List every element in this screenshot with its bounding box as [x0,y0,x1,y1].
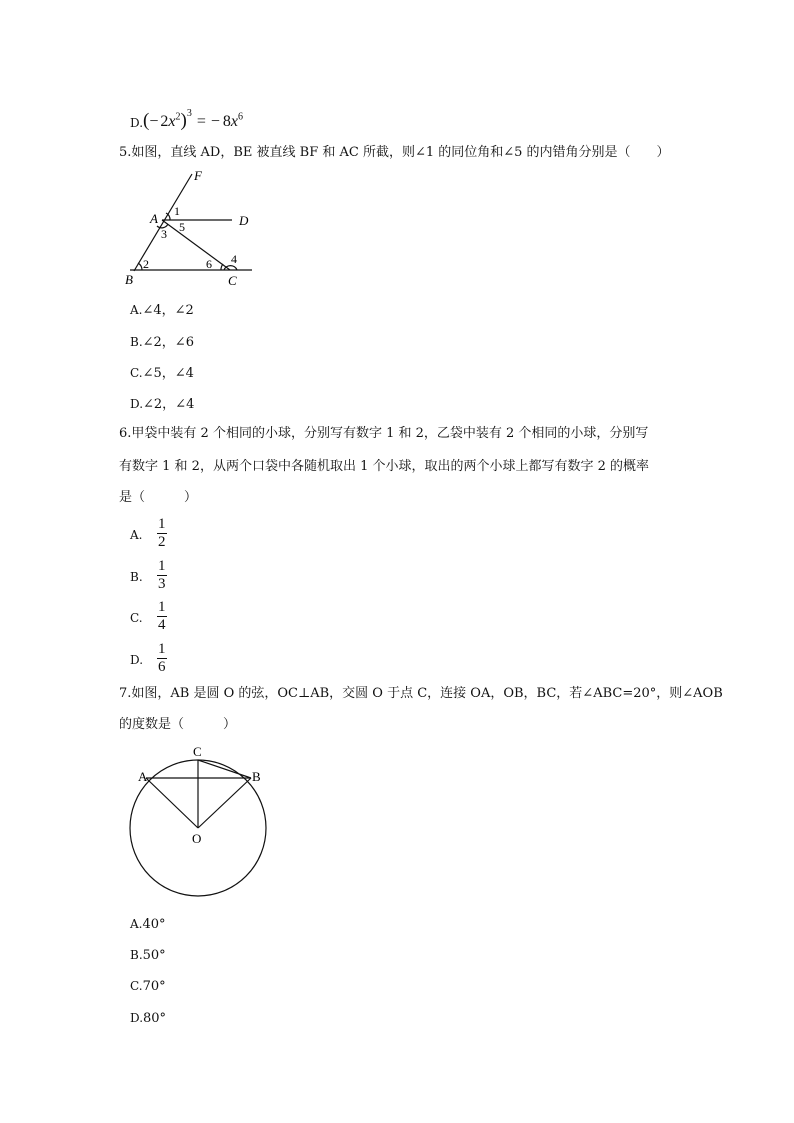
q4-option-d-expression: (− $2x^2)^3$ = − $8x^6$ [143,108,243,132]
q7-label-a: A [138,769,148,784]
q6-option-a-label: A. [130,528,143,542]
q5-stem: 5.如图，直线 AD，BE 被直线 BF 和 AC 所截，则∠1 的同位角和∠5 的内错角分别是（ ） [119,145,670,160]
q5-figure [120,168,270,288]
q6-option-d-label: D. [130,653,144,667]
q5-option-b: B.∠2，∠6 [130,335,194,350]
q5-option-d: D.∠2，∠4 [130,397,195,412]
q4-option-d [130,110,243,130]
q6-stem-line2: 有数字 1 和 2，从两个口袋中各随机取出 1 个小球，取出的两个小球上都写有数字 2 的概率 [119,459,650,474]
q7-figure [125,740,285,900]
q6-option-d-fraction: $\frac{1}{6}$ [158,641,166,675]
q5-angle-1: 1 [174,204,180,218]
q5-angle-3: 3 [161,227,167,241]
q5-angle-2: 2 [143,257,149,271]
q5-label-c: C [228,273,237,288]
q7-option-d: D.80° [130,1011,167,1026]
q4-option-d-label: D. [130,116,144,131]
q6-stem-line1: 6.甲袋中装有 2 个相同的小球，分别写有数字 1 和 2，乙袋中装有 2 个相同的小球，分别写 [119,426,649,441]
q5-label-a: A [150,211,158,226]
q7-stem-line1: 7.如图，AB 是圆 O 的弦，OC⊥AB，交圆 O 于点 C，连接 OA，OB，BC，若∠ABC=20°，则∠AOB [119,686,723,701]
q5-angle-6: 6 [206,257,212,271]
q5-option-a: A.∠4，∠2 [130,303,194,318]
q5-option-c: C.∠5，∠4 [130,366,194,381]
q6-option-a-fraction: $\frac{1}{2}$ [158,516,166,550]
q7-label-c: C [193,744,202,759]
q7-option-b: B.50° [130,948,166,963]
q6-option-c-label: C. [130,611,143,625]
q7-label-b: B [252,769,261,784]
q6-option-b-label: B. [130,570,143,584]
q5-label-b: B [125,272,133,287]
q5-label-f: F [194,168,202,183]
q7-stem-line2: 的度数是（ ） [119,717,237,732]
q5-angle-4: 4 [231,252,237,266]
q5-label-d: D [239,213,249,228]
q6-option-b-fraction: $\frac{1}{3}$ [158,558,166,592]
q6-option-c-fraction: $\frac{1}{4}$ [158,599,166,633]
q6-stem-line3: 是（ ） [119,490,198,505]
q7-option-a: A.40° [130,917,166,932]
q7-option-c: C.70° [130,979,166,994]
q7-label-o: O [192,831,202,846]
q5-angle-5: 5 [179,220,185,234]
